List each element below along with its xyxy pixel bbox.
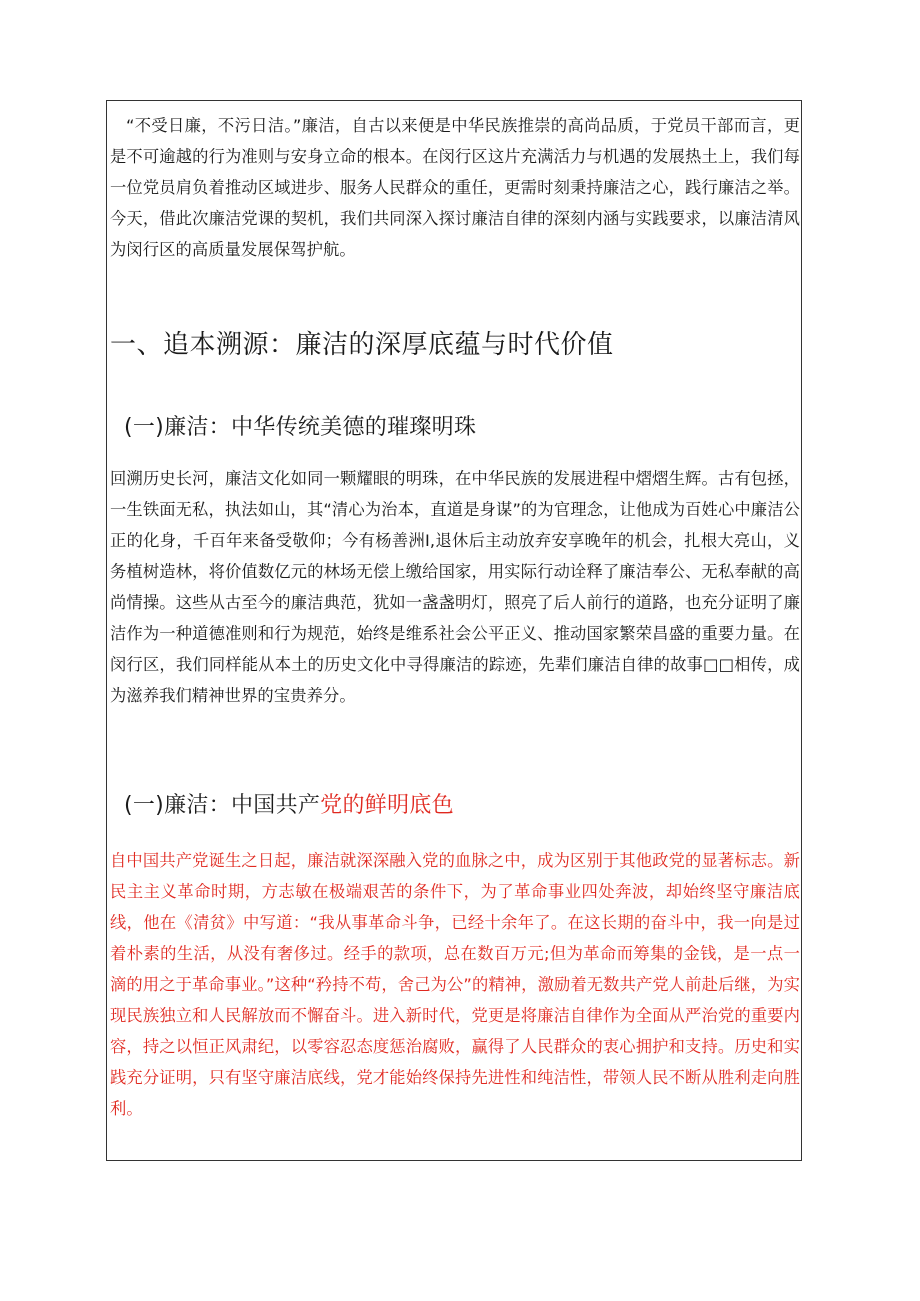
heading-black-part: (一)廉洁：中国共产: [124, 793, 321, 818]
heading-red-part: 党的鲜明底色: [320, 793, 454, 818]
intro-paragraph: “不受日廉，不污日洁。”廉洁，自古以来便是中华民族推崇的高尚品质，于党员干部而言，更是不可逾越的行为准则与安身立命的根本。在闵行区这片充满活力与机遇的发展热土上，我们每一位党员肩负着推动区域进步、服务人民群众的重任，更需时刻秉持廉洁之心，践行廉洁之举。今天，借此次廉洁党课的契机，我们共同深入探讨廉洁自律的深刻内涵与实践要求，以廉洁清风为闵行区的高质量发展保驾护航。: [110, 116, 800, 259]
subsection-heading-party-color: [124, 789, 454, 823]
section-heading-1: 一、追本溯源：廉洁的深厚底蕴与时代价值: [110, 330, 614, 360]
subsection-heading-traditional-virtue: (一)廉洁：中华传统美德的璀璨明珠: [124, 415, 477, 440]
party-color-paragraph: 自中国共产党诞生之日起，廉洁就深深融入党的血脉之中，成为区别于其他政党的显著标志。新民主主义革命时期，方志敏在极端艰苦的条件下，为了革命事业四处奔波，却始终坚守廉洁底线，他在《清贫》中写道：“我从事革命斗争，已经十余年了。在这长期的奋斗中，我一向是过着朴素的生活，从没有奢侈过。经手的款项，总在数百万元;但为革命而筹集的金钱，是一点一滴的用之于革命事业。”这种“矜持不苟，舍己为公”的精神，激励着无数共产党人前赴后继，为实现民族独立和人民解放而不懈奋斗。进入新时代，党更是将廉洁自律作为全面从严治党的重要内容，持之以恒正风肃纪，以零容忍态度惩治腐败，赢得了人民群众的衷心拥护和支持。历史和实践充分证明，只有坚守廉洁底线，党才能始终保持先进性和纯洁性，带领人民不断从胜利走向胜利。: [110, 851, 800, 1118]
traditional-virtue-paragraph: 回溯历史长河，廉洁文化如同一颗耀眼的明珠，在中华民族的发展进程中熠熠生辉。古有包拯，一生铁面无私，执法如山，其“清心为治本，直道是身谋”的为官理念，让他成为百姓心中廉洁公正的化身，千百年来备受敬仰；今有杨善洲I,退休后主动放弃安享晚年的机会，扎根大亮山，义务植树造林，将价值数亿元的林场无偿上缴给国家，用实际行动诠释了廉洁奉公、无私奉献的高尚情操。这些从古至今的廉洁典范，犹如一盏盏明灯，照亮了后人前行的道路，也充分证明了廉洁作为一种道德准则和行为规范，始终是维系社会公平正义、推动国家繁荣昌盛的重要力量。在闵行区，我们同样能从本土的历史文化中寻得廉洁的踪迹，先辈们廉洁自律的故事□□相传，成为滋养我们精神世界的宝贵养分。: [110, 469, 800, 705]
